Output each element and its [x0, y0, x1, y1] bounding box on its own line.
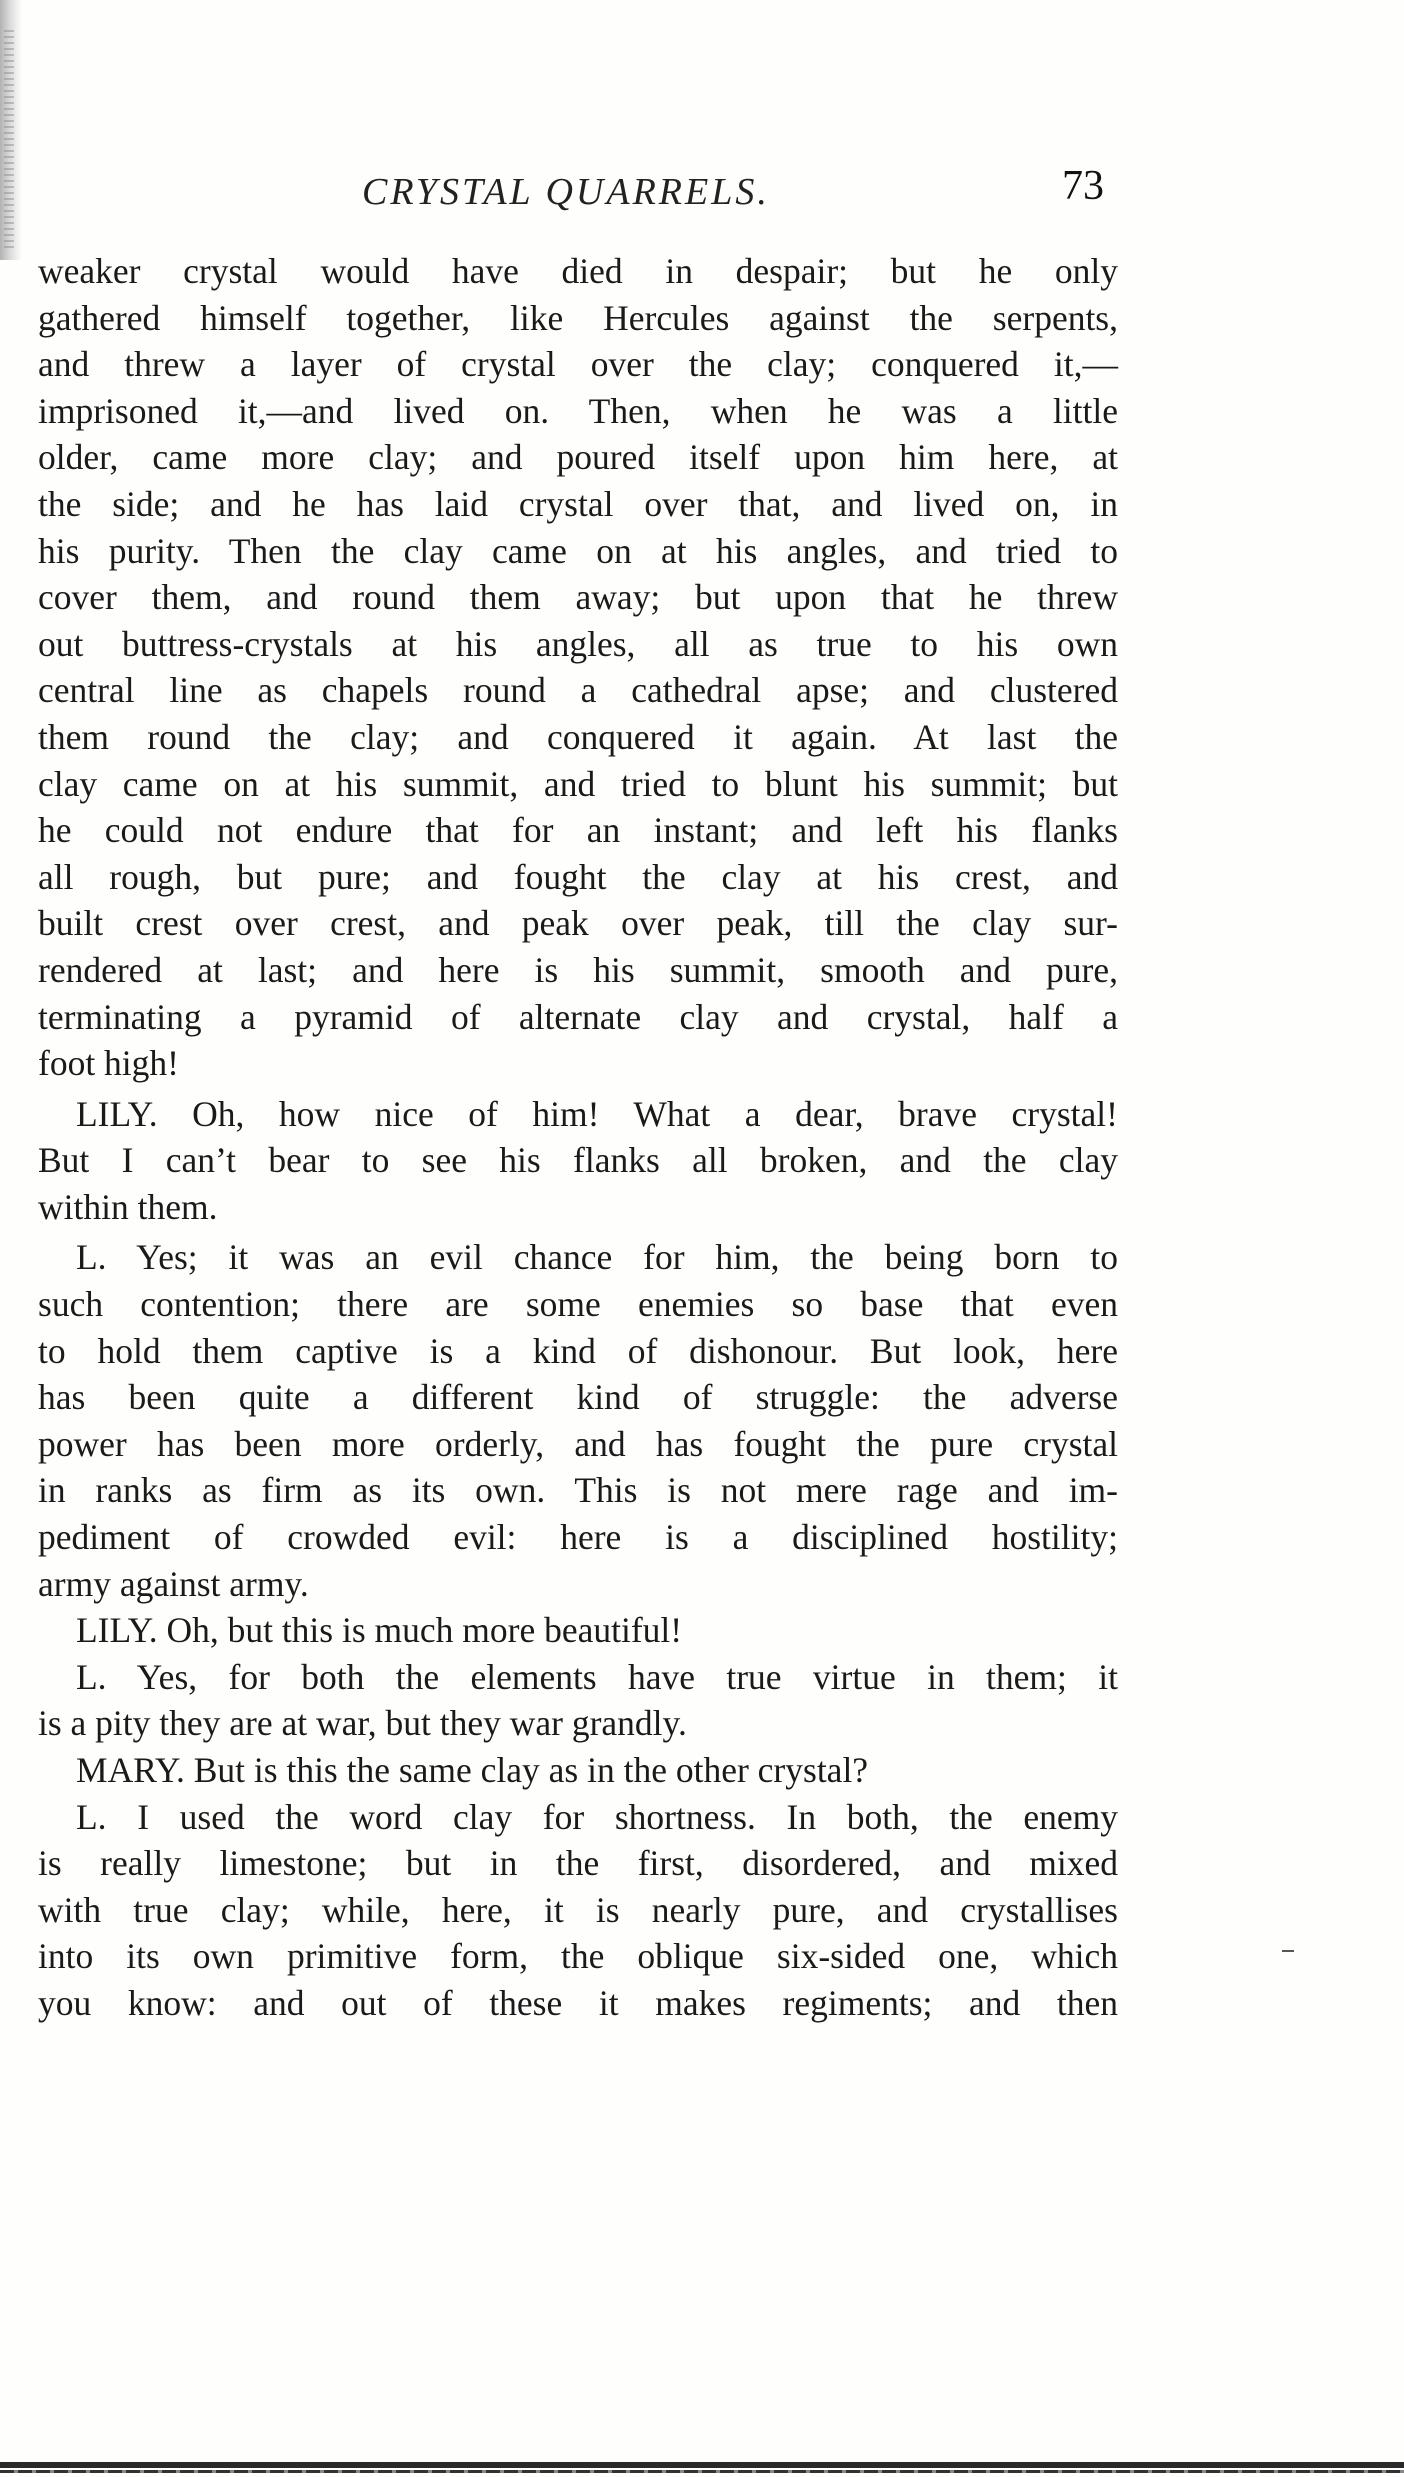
text-line: central line as chapels round a cathedral apse; and clustered	[38, 670, 1118, 711]
text-line: such contention; there are some enemies so base that even	[38, 1284, 1118, 1325]
text-line: within them.	[38, 1186, 218, 1227]
body-text	[38, 248, 1118, 2027]
dialogue-line-mary: MARY. But is this the same clay as in the other crystal?	[76, 1750, 869, 1790]
page-number: 73	[1062, 163, 1104, 209]
text-line: army against army.	[38, 1563, 309, 1604]
dialogue-line-lily: LILY. Oh, how nice of him! What a dear, brave crystal!	[76, 1093, 1118, 1134]
text-line: foot high!	[38, 1043, 179, 1084]
text-line: has been quite a different kind of struggle: the adverse	[38, 1377, 1118, 1418]
page-header	[0, 162, 1404, 222]
text-line: to hold them captive is a kind of dishonour. But look, here	[38, 1330, 1118, 1371]
text-line: power has been more orderly, and has fought the pure crystal	[38, 1423, 1118, 1464]
dialogue-line-lily: LILY. Oh, but this is much more beautiful!	[76, 1610, 683, 1651]
dialogue-line-l: L. Yes, for both the elements have true virtue in them; it	[76, 1656, 1118, 1697]
text-line: with true clay; while, here, it is nearly pure, and crystallises	[38, 1889, 1118, 1930]
margin-mark	[1282, 1950, 1294, 1952]
text-line: you know: and out of these it makes regiments; and then	[38, 1982, 1118, 2023]
text-line: imprisoned it,—and lived on. Then, when he was a little	[38, 390, 1118, 431]
text-line: in ranks as firm as its own. This is not mere rage and im-	[38, 1470, 1118, 1511]
text-line: terminating a pyramid of alternate clay and crystal, half a	[38, 996, 1118, 1037]
text-line: pediment of crowded evil: here is a disciplined hostility;	[38, 1517, 1118, 1558]
text-line: out buttress-crystals at his angles, all as true to his own	[38, 623, 1118, 664]
running-head: CRYSTAL QUARRELS.	[362, 171, 770, 213]
text-line: cover them, and round them away; but upon that he threw	[38, 577, 1118, 618]
text-line: into its own primitive form, the oblique six-sided one, which	[38, 1936, 1118, 1977]
text-line: rendered at last; and here is his summit, smooth and pure,	[38, 949, 1118, 990]
dialogue-line-l: L. I used the word clay for shortness. In both, the enemy	[76, 1796, 1118, 1837]
dialogue-line-l: L. Yes; it was an evil chance for him, the being born to	[76, 1237, 1118, 1278]
text-line: clay came on at his summit, and tried to blunt his summit; but	[38, 763, 1118, 804]
text-line: the side; and he has laid crystal over that, and lived on, in	[38, 483, 1118, 524]
text-line: built crest over crest, and peak over peak, till the clay sur-	[38, 903, 1118, 944]
bottom-edge-rule-secondary	[0, 2470, 1404, 2473]
text-line: he could not endure that for an instant; and left his flanks	[38, 810, 1118, 851]
text-line: his purity. Then the clay came on at his angles, and tried to	[38, 530, 1118, 571]
text-line: them round the clay; and conquered it again. At last the	[38, 716, 1118, 757]
text-line: all rough, but pure; and fought the clay at his crest, and	[38, 856, 1118, 897]
text-line: But I can’t bear to see his flanks all broken, and the clay	[38, 1140, 1118, 1181]
text-line: is a pity they are at war, but they war grandly.	[38, 1703, 687, 1744]
text-line: and threw a layer of crystal over the clay; conquered it,—	[38, 344, 1118, 385]
text-line: older, came more clay; and poured itself upon him here, at	[38, 437, 1118, 478]
text-line: is really limestone; but in the first, disordered, and mixed	[38, 1843, 1118, 1884]
bottom-edge-rule	[0, 2462, 1404, 2468]
text-line: gathered himself together, like Hercules against the serpents,	[38, 297, 1118, 338]
text-line: weaker crystal would have died in despair; but he only	[38, 251, 1118, 291]
